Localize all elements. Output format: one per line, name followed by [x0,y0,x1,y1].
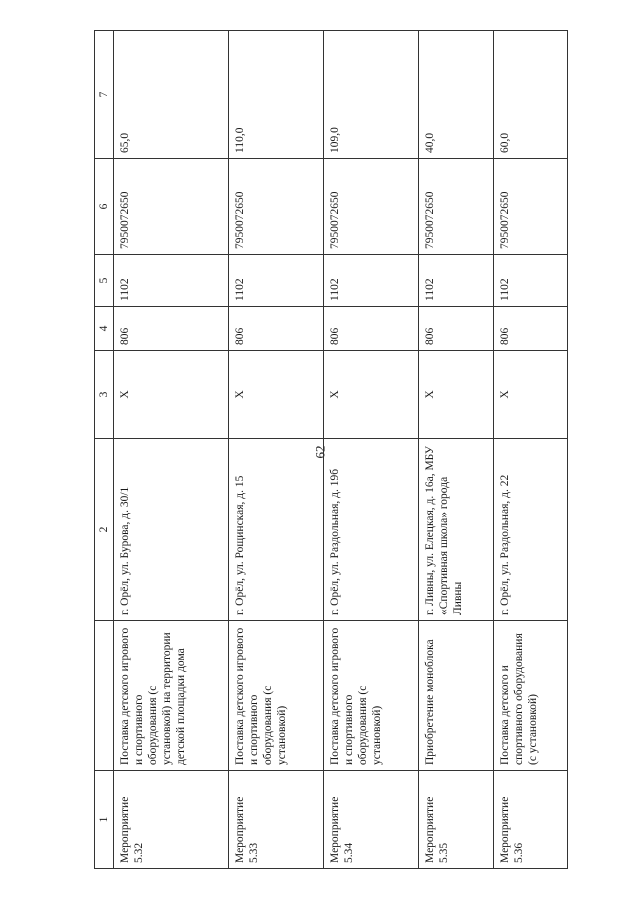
row-c6-cell: 7950072650 [419,159,493,255]
header-cell: 2 [95,439,114,621]
row-c4-cell: 806 [229,307,324,351]
header-cell: 1 [95,771,114,869]
row-c6-cell: 7950072650 [324,159,419,255]
row-name-cell: Поставка детского игрового и спортивного оборудования (с установкой) [324,621,419,771]
row-address-cell: г. Орёл, ул. Рощинская, д. 15 [229,439,324,621]
rotated-table [94,31,568,869]
row-name-cell: Поставка детского и спортивного оборудования (с установкой) [493,621,568,771]
row-c3-cell: X [419,351,493,439]
row-code-cell: Мероприятие 5.36 [493,771,568,869]
row-amount-cell: 110,0 [229,31,324,159]
table-row [229,31,324,869]
header-cell [95,621,114,771]
row-c6-cell: 7950072650 [114,159,229,255]
table-row [419,31,493,869]
table-row [324,31,419,869]
data-table [94,30,568,869]
row-code-cell: Мероприятие 5.33 [229,771,324,869]
header-cell: 4 [95,307,114,351]
row-c3-cell: X [493,351,568,439]
row-amount-cell: 60,0 [493,31,568,159]
row-c4-cell: 806 [419,307,493,351]
row-name-cell: Поставка детского игрового и спортивного оборудования (с установкой) [229,621,324,771]
row-c5-cell: 1102 [493,255,568,307]
row-c5-cell: 1102 [324,255,419,307]
row-c6-cell: 7950072650 [229,159,324,255]
row-code-cell: Мероприятие 5.35 [419,771,493,869]
row-name-cell: Приобретение моноблока [419,621,493,771]
header-cell: 7 [95,31,114,159]
header-cell: 5 [95,255,114,307]
header-row [95,31,114,869]
row-c4-cell: 806 [324,307,419,351]
row-amount-cell: 109,0 [324,31,419,159]
row-c5-cell: 1102 [114,255,229,307]
row-amount-cell: 40,0 [419,31,493,159]
row-c6-cell: 7950072650 [493,159,568,255]
row-code-cell: Мероприятие 5.32 [114,771,229,869]
page-number: 62 [312,445,328,459]
row-code-cell: Мероприятие 5.34 [324,771,419,869]
row-c4-cell: 806 [493,307,568,351]
row-c4-cell: 806 [114,307,229,351]
row-c5-cell: 1102 [419,255,493,307]
row-c3-cell: X [114,351,229,439]
row-amount-cell: 65,0 [114,31,229,159]
header-cell: 3 [95,351,114,439]
row-address-cell: г. Ливны, ул. Елецкая, д. 16а, МБУ «Спортивная школа» города Ливны [419,439,493,621]
table-row [114,31,229,869]
row-c3-cell: X [324,351,419,439]
table-row [493,31,568,869]
table-container [94,31,568,869]
header-cell: 6 [95,159,114,255]
row-address-cell: г. Орёл, ул. Раздольная, д. 19б [324,439,419,621]
row-c3-cell: X [229,351,324,439]
row-address-cell: г. Орёл, ул. Раздольная, д. 22 [493,439,568,621]
row-address-cell: г. Орёл, ул. Бурова, д. 30/1 [114,439,229,621]
row-name-cell: Поставка детского игрового и спортивного оборудования (с установкой) на территории детской площадки дома [114,621,229,771]
row-c5-cell: 1102 [229,255,324,307]
